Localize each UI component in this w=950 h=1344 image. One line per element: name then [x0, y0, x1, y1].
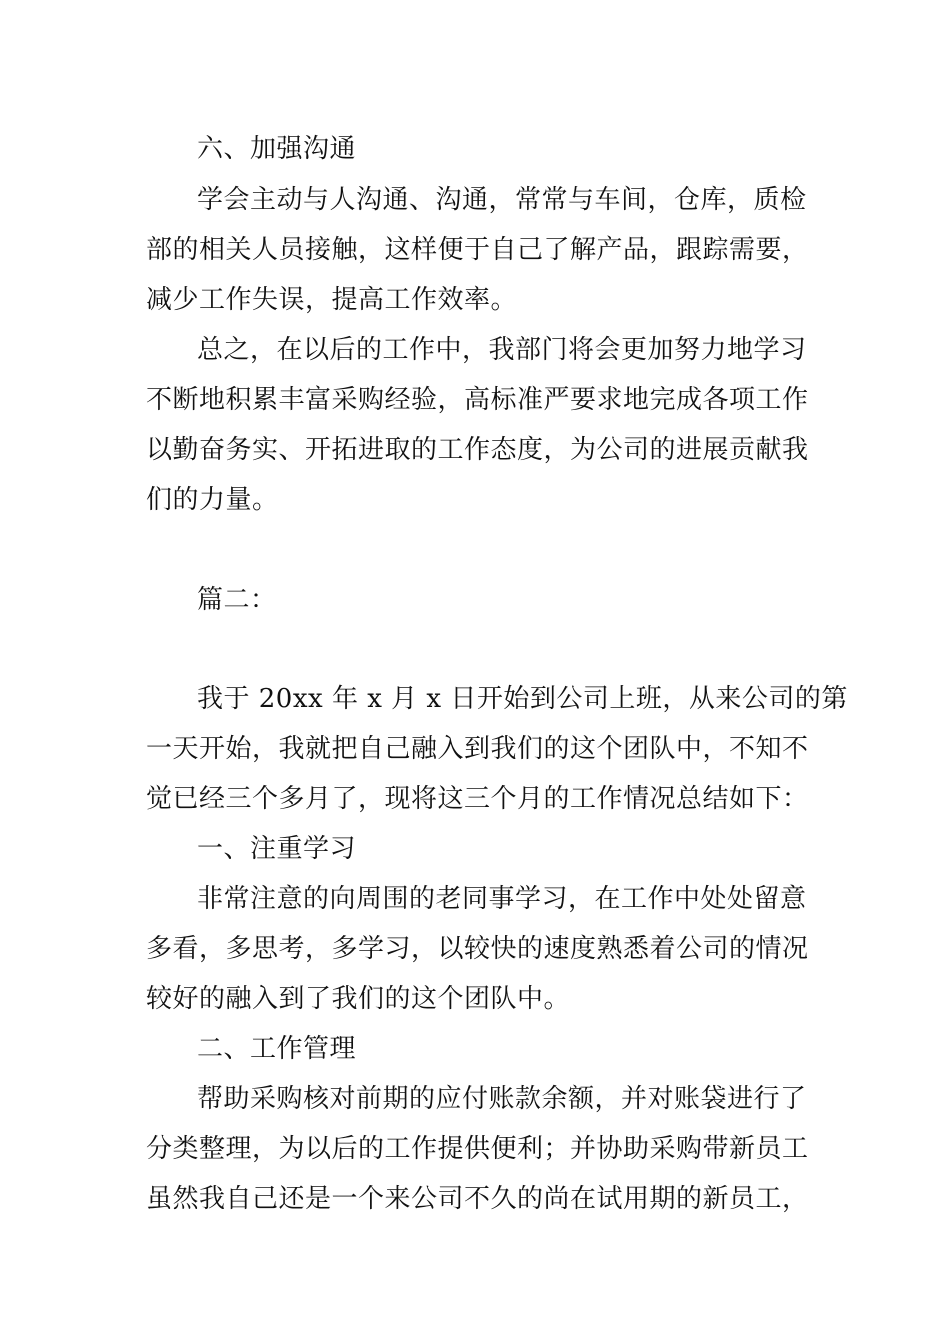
paragraph-line: 非常注意的向周围的老同事学习，在工作中处处留意	[197, 884, 807, 914]
paragraph-line: 不断地积累丰富采购经验，高标准严要求地完成各项工作	[146, 385, 809, 415]
paragraph-line: 总之，在以后的工作中，我部门将会更加努力地学习	[197, 335, 807, 365]
paragraph-line: 部的相关人员接触，这样便于自己了解产品，跟踪需要，	[146, 235, 809, 265]
paragraph-line: 们的力量。	[146, 485, 279, 515]
paragraph-line: 多看，多思考，多学习，以较快的速度熟悉着公司的情况	[146, 934, 809, 964]
paragraph-line: 帮助采购核对前期的应付账款余额，并对账袋进行了	[197, 1084, 807, 1114]
paragraph-line: 分类整理，为以后的工作提供便利；并协助采购带新员工	[146, 1134, 809, 1164]
paragraph-line: 学会主动与人沟通、沟通，常常与车间，仓库，质检	[197, 185, 807, 215]
section-heading: 六、加强沟通	[197, 134, 357, 164]
paragraph-line: 我于 20xx 年 x 月 x 日开始到公司上班，从来公司的第	[197, 684, 848, 714]
paragraph-line: 以勤奋务实、开拓进取的工作态度，为公司的进展贡献我	[146, 435, 809, 465]
paragraph-line: 减少工作失误，提高工作效率。	[146, 285, 518, 315]
section-title: 篇二：	[197, 585, 277, 615]
paragraph-line: 虽然我自己还是一个来公司不久的尚在试用期的新员工，	[146, 1184, 809, 1214]
paragraph-line: 较好的融入到了我们的这个团队中。	[146, 984, 571, 1014]
section-heading: 二、工作管理	[197, 1034, 357, 1064]
section-heading: 一、注重学习	[197, 834, 357, 864]
paragraph-line: 觉已经三个多月了，现将这三个月的工作情况总结如下：	[146, 784, 809, 814]
paragraph-line: 一天开始，我就把自己融入到我们的这个团队中，不知不	[146, 734, 809, 764]
